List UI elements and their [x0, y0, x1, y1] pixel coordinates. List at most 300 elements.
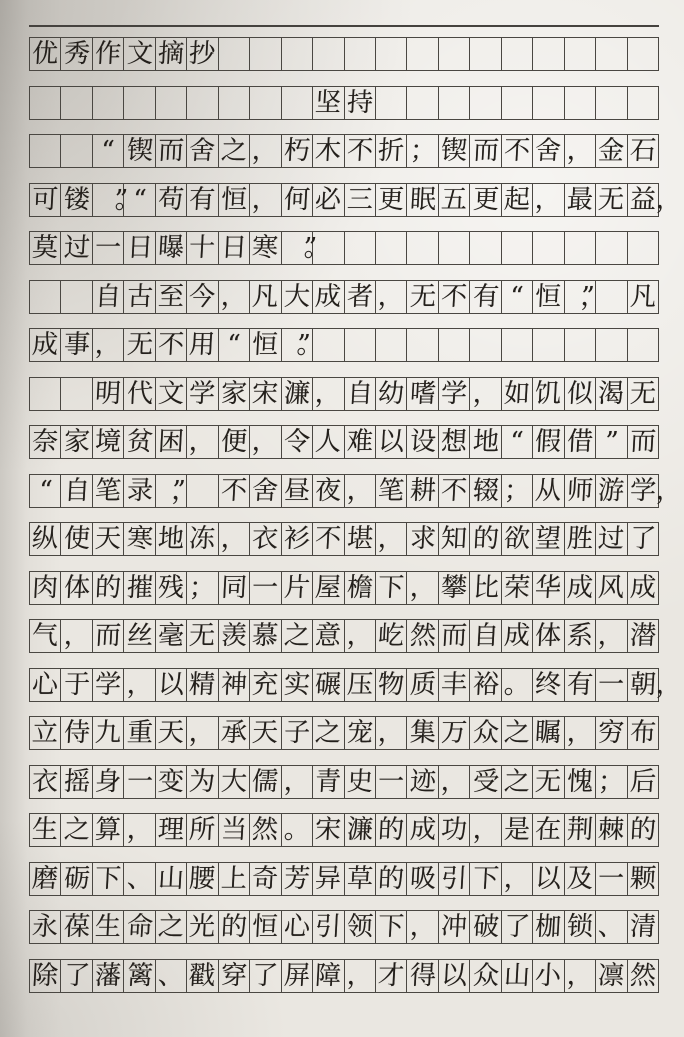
- handwritten-char: 穷: [597, 718, 626, 748]
- handwritten-char: 舍: [251, 475, 280, 506]
- char-cell: [29, 911, 60, 943]
- char-cell: [249, 232, 280, 264]
- char-cell: [469, 766, 500, 798]
- empty-cell: [249, 38, 280, 70]
- handwritten-char: 何: [283, 184, 311, 215]
- char-cell: [595, 620, 626, 652]
- handwritten-char: 更: [471, 184, 500, 215]
- handwritten-char: 算: [94, 815, 122, 845]
- composition-grid: [29, 37, 683, 993]
- char-cell: [29, 620, 60, 652]
- char-cell: [564, 911, 595, 943]
- char-cell: [60, 669, 91, 701]
- handwritten-char: 的: [377, 815, 406, 845]
- char-cell: [627, 475, 683, 507]
- empty-cell: [92, 87, 123, 119]
- char-cell: [469, 378, 500, 410]
- empty-cell: [281, 38, 312, 70]
- handwritten-char: 磨: [31, 863, 60, 894]
- empty-cell: [532, 232, 563, 264]
- handwritten-char: 以: [377, 427, 406, 457]
- char-cell: [595, 135, 626, 167]
- char-cell: [438, 620, 469, 652]
- handwritten-char: 恒: [534, 281, 563, 312]
- handwritten-char: 无: [188, 621, 217, 651]
- handwritten-char: 攀: [440, 572, 468, 603]
- handwritten-char: ，: [62, 621, 91, 651]
- char-cell: [375, 814, 406, 846]
- char-cell: [29, 863, 60, 895]
- text-row: [29, 813, 659, 847]
- text-row: [29, 280, 659, 314]
- char-cell: [186, 378, 217, 410]
- empty-cell: [312, 232, 343, 264]
- empty-cell: [344, 38, 375, 70]
- handwritten-char: 引: [440, 863, 468, 894]
- char-cell: [249, 911, 280, 943]
- handwritten-char: 所: [188, 815, 217, 845]
- char-cell: [281, 863, 312, 895]
- handwritten-char: ，: [440, 766, 468, 797]
- char-cell: [406, 475, 437, 507]
- handwritten-char: ，: [125, 815, 154, 845]
- char-cell: [155, 232, 186, 264]
- handwritten-char: 的: [94, 572, 122, 603]
- handwritten-char: 持: [345, 87, 374, 118]
- handwritten-char: 奇: [251, 863, 280, 894]
- char-cell: [344, 426, 375, 458]
- handwritten-char: 大: [220, 766, 248, 797]
- char-cell: [281, 766, 312, 798]
- char-cell: [344, 620, 375, 652]
- char-cell: [438, 572, 469, 604]
- char-cell: [218, 572, 249, 604]
- char-cell: [627, 523, 659, 555]
- handwritten-char: 自: [62, 475, 91, 506]
- handwritten-char: 神: [220, 669, 248, 700]
- char-cell: [595, 863, 626, 895]
- handwritten-char: ；: [503, 475, 531, 506]
- empty-cell: [29, 281, 60, 313]
- char-cell: [375, 475, 406, 507]
- char-cell: [249, 814, 280, 846]
- char-cell: [281, 475, 312, 507]
- handwritten-char: ，: [345, 621, 374, 651]
- char-cell: [406, 426, 437, 458]
- char-cell: [92, 669, 123, 701]
- char-cell: [29, 184, 60, 216]
- handwritten-char: 而: [94, 621, 122, 651]
- char-cell: [218, 329, 249, 361]
- char-cell: [155, 426, 186, 458]
- char-cell: [469, 911, 500, 943]
- handwritten-char: 摧: [125, 572, 154, 603]
- handwritten-char: 精: [188, 669, 217, 700]
- handwritten-char: 之: [62, 815, 91, 845]
- char-cell: [218, 814, 249, 846]
- char-cell: [155, 814, 186, 846]
- char-cell: [627, 281, 659, 313]
- char-cell: [406, 766, 437, 798]
- handwritten-char: ，: [251, 184, 280, 215]
- char-cell: [532, 135, 563, 167]
- char-cell: [249, 426, 280, 458]
- handwritten-char: 摇: [62, 766, 91, 797]
- handwritten-char: ，: [251, 136, 280, 166]
- handwritten-char: 以: [534, 863, 563, 894]
- char-cell: [312, 766, 343, 798]
- handwritten-char: 天: [251, 718, 280, 748]
- handwritten-char: 当: [220, 815, 248, 845]
- handwritten-char: 。”: [114, 184, 116, 215]
- handwritten-char: ，: [408, 912, 437, 942]
- char-cell: [344, 135, 375, 167]
- handwritten-char: 光: [188, 912, 217, 942]
- handwritten-char: ，: [220, 524, 248, 554]
- handwritten-char: 九: [94, 718, 122, 748]
- handwritten-char: 史: [345, 766, 374, 797]
- handwritten-char: 山: [503, 960, 531, 991]
- char-cell: [155, 766, 186, 798]
- char-cell: [501, 572, 532, 604]
- handwritten-char: 于: [62, 669, 91, 700]
- handwritten-char: 有: [188, 184, 217, 215]
- handwritten-char: ；: [188, 572, 217, 603]
- handwritten-char: 一: [94, 233, 122, 263]
- handwritten-char: ，: [188, 427, 217, 457]
- empty-cell: [627, 87, 659, 119]
- handwritten-char: 坚: [314, 87, 343, 118]
- handwritten-char: 清: [629, 912, 657, 942]
- handwritten-char: 不: [440, 281, 468, 312]
- handwritten-char: 渴: [597, 378, 626, 409]
- text-row: [29, 910, 659, 944]
- char-cell: [438, 184, 469, 216]
- handwritten-char: 子: [283, 718, 311, 748]
- char-cell: [564, 717, 595, 749]
- char-cell: [406, 717, 437, 749]
- char-cell: [627, 620, 659, 652]
- empty-cell: [501, 38, 532, 70]
- char-cell: [627, 378, 659, 410]
- handwritten-char: 变: [157, 766, 185, 797]
- handwritten-char: 自: [471, 621, 500, 651]
- handwritten-char: ，: [314, 378, 343, 409]
- handwritten-char: 三: [345, 184, 374, 215]
- handwritten-char: 奈: [31, 427, 60, 457]
- char-cell: [281, 184, 312, 216]
- char-cell: [60, 426, 91, 458]
- char-cell: [60, 863, 91, 895]
- text-row: [29, 183, 683, 217]
- char-cell: [155, 572, 186, 604]
- char-cell: [186, 329, 217, 361]
- handwritten-char: 荣: [503, 572, 531, 603]
- char-cell: [564, 475, 595, 507]
- empty-cell: [627, 329, 659, 361]
- handwritten-char: 上: [220, 863, 248, 894]
- handwritten-char: 下: [377, 572, 406, 603]
- handwritten-char: 充: [251, 669, 280, 700]
- char-cell: [249, 475, 280, 507]
- char-cell: [501, 863, 532, 895]
- handwritten-char: 锲: [440, 136, 468, 166]
- handwritten-char: 体: [62, 572, 91, 603]
- char-cell: [564, 281, 595, 313]
- char-cell: [438, 475, 469, 507]
- char-cell: [155, 523, 186, 555]
- char-cell: [312, 572, 343, 604]
- char-cell: [281, 572, 312, 604]
- char-cell: [312, 814, 343, 846]
- handwritten-char: ，: [566, 718, 594, 748]
- handwritten-char: 片: [283, 572, 311, 603]
- char-cell: [406, 960, 437, 992]
- handwritten-char: 苟: [157, 184, 185, 215]
- handwritten-char: 困: [157, 427, 185, 457]
- char-cell: [218, 960, 249, 992]
- char-cell: [92, 717, 123, 749]
- char-cell: [564, 814, 595, 846]
- char-cell: [438, 426, 469, 458]
- handwritten-char: 芳: [283, 863, 311, 894]
- handwritten-char: 衣: [251, 524, 280, 554]
- handwritten-char: 比: [471, 572, 500, 603]
- handwritten-char: 及: [566, 863, 594, 894]
- handwritten-char: 在: [534, 815, 563, 845]
- handwritten-char: 残: [157, 572, 185, 603]
- char-cell: [406, 814, 437, 846]
- char-cell: [312, 378, 343, 410]
- char-cell: [406, 669, 437, 701]
- char-cell: [29, 960, 60, 992]
- char-cell: [249, 135, 280, 167]
- char-cell: [312, 960, 343, 992]
- handwritten-char: 莫: [31, 233, 60, 263]
- handwritten-char: 砺: [62, 863, 91, 894]
- handwritten-char: 了: [629, 524, 657, 554]
- char-cell: [60, 911, 91, 943]
- char-cell: [281, 329, 312, 361]
- handwritten-char: 可: [31, 184, 60, 215]
- empty-cell: [469, 38, 500, 70]
- handwritten-char: 戳: [188, 960, 217, 991]
- char-cell: [627, 863, 659, 895]
- handwritten-char: ，: [125, 669, 154, 700]
- handwritten-char: 胜: [566, 524, 594, 554]
- handwritten-char: 不: [345, 136, 374, 166]
- empty-cell: [29, 135, 60, 167]
- handwritten-char: 除: [31, 960, 60, 991]
- char-cell: [123, 911, 154, 943]
- char-cell: [29, 669, 60, 701]
- handwritten-char: 幼: [377, 378, 406, 409]
- handwritten-char: 慕: [251, 621, 280, 651]
- char-cell: [218, 766, 249, 798]
- handwritten-char: 望: [534, 524, 563, 554]
- char-cell: [155, 911, 186, 943]
- handwritten-char: 秀: [62, 39, 91, 69]
- handwritten-char: 日: [125, 233, 154, 263]
- handwritten-char: 集: [408, 718, 437, 748]
- empty-cell: [60, 135, 91, 167]
- char-cell: [627, 426, 659, 458]
- char-cell: [60, 960, 91, 992]
- char-cell: [218, 523, 249, 555]
- char-cell: [92, 766, 123, 798]
- char-cell: [60, 572, 91, 604]
- char-cell: [312, 911, 343, 943]
- handwritten-char: 受: [471, 766, 500, 797]
- char-cell: [281, 281, 312, 313]
- handwritten-char: 文: [125, 39, 154, 69]
- handwritten-char: 用: [188, 330, 217, 360]
- char-cell: [375, 572, 406, 604]
- handwritten-char: 棘: [597, 815, 626, 845]
- handwritten-char: 异: [314, 863, 343, 894]
- char-cell: [438, 911, 469, 943]
- char-cell: [406, 135, 437, 167]
- handwritten-char: 。: [503, 669, 531, 700]
- handwritten-char: 从: [534, 475, 563, 506]
- char-cell: [186, 814, 217, 846]
- text-row: [29, 328, 659, 362]
- char-cell: [218, 911, 249, 943]
- char-cell: [564, 960, 595, 992]
- char-cell: [312, 184, 343, 216]
- handwritten-char: 宠: [345, 718, 374, 748]
- handwritten-char: 青: [314, 766, 343, 797]
- char-cell: [406, 911, 437, 943]
- char-cell: [438, 814, 469, 846]
- handwritten-char: 系: [566, 621, 594, 651]
- handwritten-char: 难: [345, 427, 374, 457]
- char-cell: [564, 426, 595, 458]
- char-cell: [501, 378, 532, 410]
- handwritten-char: ，: [471, 378, 500, 409]
- handwritten-char: 心: [283, 912, 311, 942]
- char-cell: [595, 426, 626, 458]
- char-cell: [406, 184, 437, 216]
- handwritten-char: 功: [440, 815, 468, 845]
- handwritten-char: 借: [566, 427, 594, 457]
- handwritten-char: 丰: [440, 669, 468, 700]
- handwritten-char: “: [132, 184, 148, 215]
- handwritten-char: 过: [597, 524, 626, 554]
- handwritten-char: 领: [345, 912, 374, 942]
- handwritten-char: 昼: [283, 475, 311, 506]
- char-cell: [29, 475, 60, 507]
- char-cell: [29, 232, 60, 264]
- handwritten-char: 寒: [125, 524, 154, 554]
- char-cell: [406, 863, 437, 895]
- char-cell: [92, 378, 123, 410]
- handwritten-char: 众: [471, 718, 500, 748]
- handwritten-char: 而: [629, 427, 657, 457]
- handwritten-char: ，: [566, 136, 594, 166]
- handwritten-char: 金: [597, 136, 626, 166]
- empty-cell: [406, 87, 437, 119]
- handwritten-char: 成: [566, 572, 594, 603]
- handwritten-char: 十: [188, 233, 217, 263]
- char-cell: [344, 523, 375, 555]
- handwritten-char: 成: [31, 330, 60, 360]
- handwritten-char: 风: [597, 572, 626, 603]
- text-row: [29, 86, 659, 120]
- handwritten-char: 衣: [31, 766, 60, 797]
- handwritten-char: 一: [597, 863, 626, 894]
- handwritten-char: ，: [408, 572, 437, 603]
- handwritten-char: 成: [314, 281, 343, 312]
- char-cell: [532, 717, 563, 749]
- handwritten-char: 笔: [94, 475, 122, 506]
- empty-cell: [312, 329, 343, 361]
- empty-cell: [595, 232, 626, 264]
- char-cell: [595, 960, 626, 992]
- char-cell: [186, 960, 217, 992]
- char-cell: [92, 863, 123, 895]
- handwritten-char: 游: [597, 475, 626, 506]
- handwritten-char: 恒: [220, 184, 248, 215]
- char-cell: [627, 669, 683, 701]
- handwritten-char: 枷: [534, 912, 563, 942]
- char-cell: [123, 38, 154, 70]
- empty-cell: [155, 87, 186, 119]
- char-cell: [501, 669, 532, 701]
- handwritten-char: 地: [471, 427, 500, 457]
- empty-cell: [312, 38, 343, 70]
- char-cell: [564, 378, 595, 410]
- char-cell: [218, 863, 249, 895]
- char-cell: [155, 620, 186, 652]
- char-cell: [155, 669, 186, 701]
- handwritten-char: 实: [283, 669, 311, 700]
- empty-cell: [375, 232, 406, 264]
- handwritten-char: 似: [566, 378, 594, 409]
- char-cell: [123, 281, 154, 313]
- handwritten-char: 无: [534, 766, 563, 797]
- handwritten-char: ，: [283, 766, 311, 797]
- handwritten-char: 耕: [408, 475, 437, 506]
- char-cell: [186, 669, 217, 701]
- char-cell: [501, 523, 532, 555]
- text-row: [29, 425, 659, 459]
- empty-cell: [469, 87, 500, 119]
- handwritten-char: 物: [377, 669, 406, 700]
- char-cell: [249, 669, 280, 701]
- char-cell: [92, 814, 123, 846]
- handwritten-char: 。: [283, 815, 311, 845]
- char-cell: [249, 717, 280, 749]
- handwritten-char: ”，: [579, 281, 594, 312]
- handwritten-char: 使: [62, 524, 91, 554]
- char-cell: [438, 669, 469, 701]
- char-cell: [344, 184, 375, 216]
- char-cell: [532, 523, 563, 555]
- handwritten-char: 。”: [302, 233, 305, 263]
- char-cell: [312, 87, 343, 119]
- handwritten-char: 命: [125, 912, 154, 942]
- empty-cell: [438, 38, 469, 70]
- char-cell: [60, 717, 91, 749]
- handwritten-char: 求: [408, 524, 437, 554]
- handwritten-char: 学: [94, 669, 122, 700]
- char-cell: [532, 669, 563, 701]
- handwritten-char: 夜: [314, 475, 343, 506]
- char-cell: [249, 329, 280, 361]
- empty-cell: [29, 87, 60, 119]
- char-cell: [627, 766, 659, 798]
